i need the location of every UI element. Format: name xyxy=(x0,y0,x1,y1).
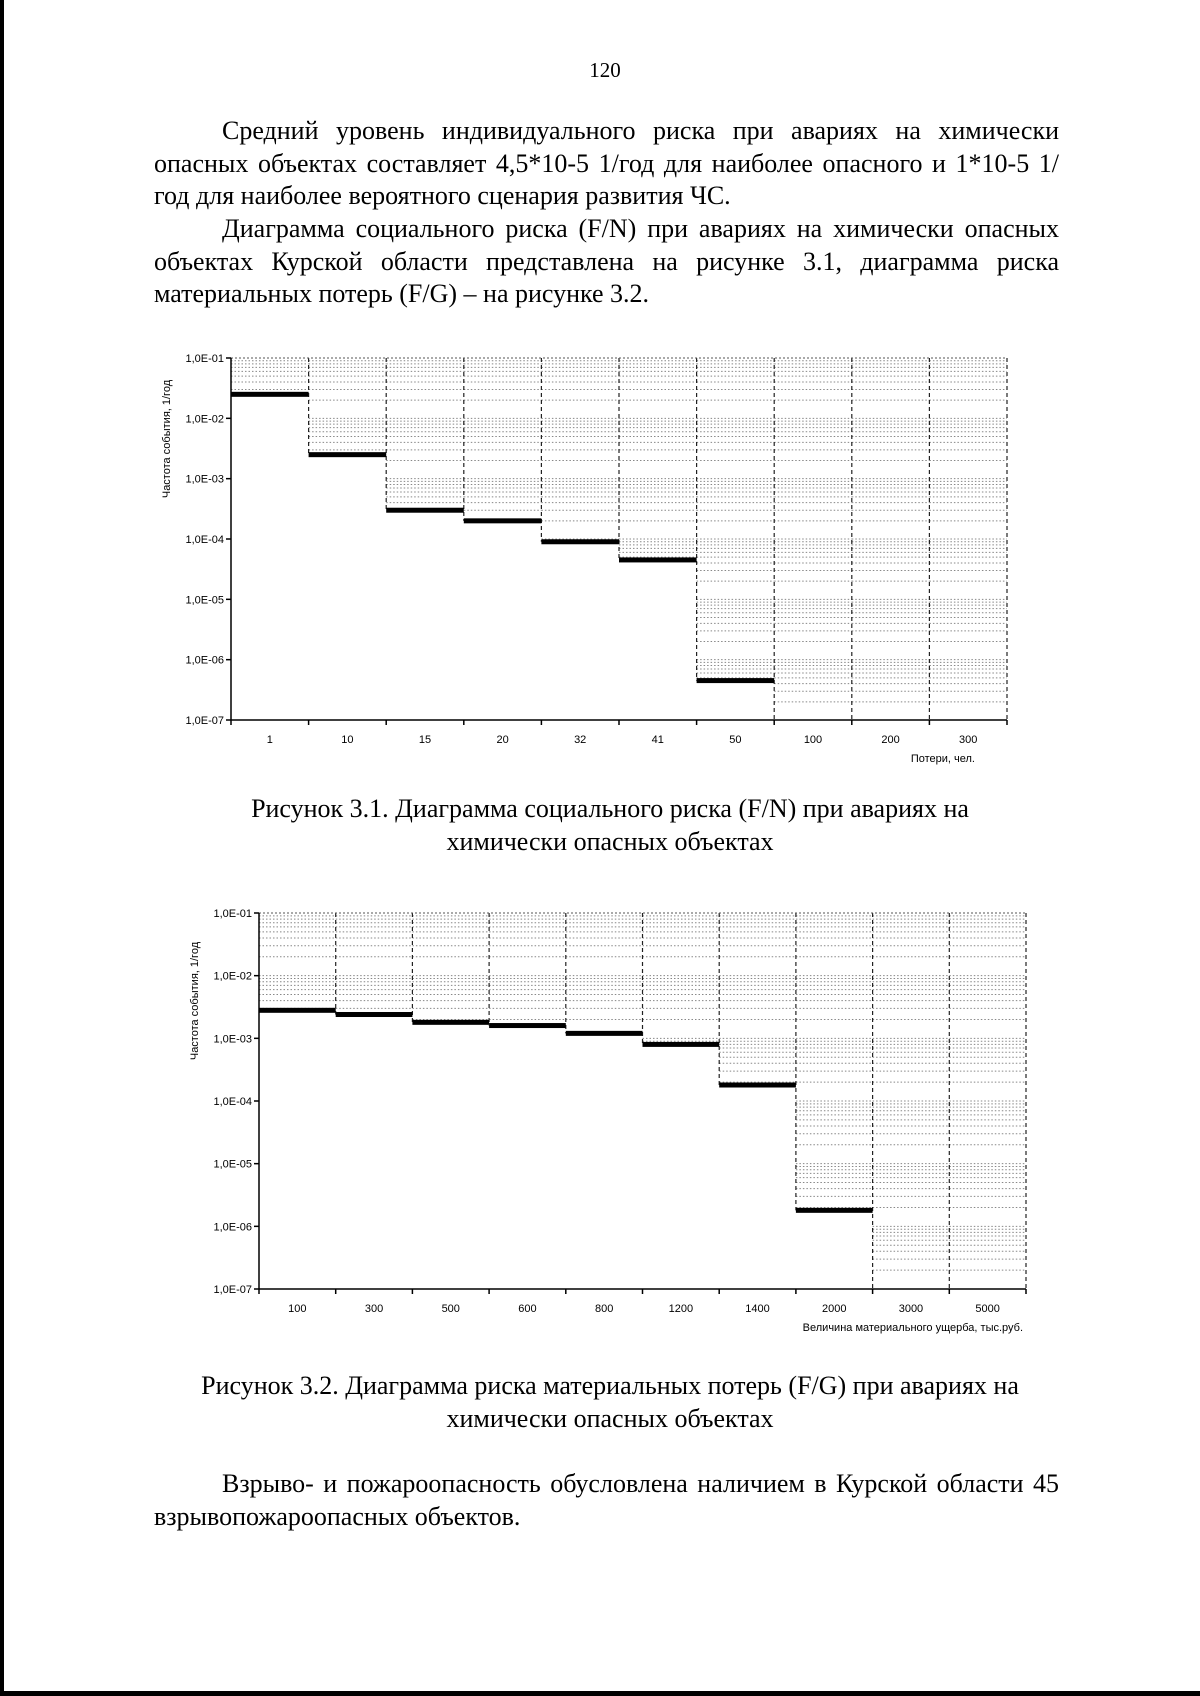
paragraph-explosion-hazard: Взрыво- и пожароопасность обусловлена наличием в Курской области 45 взрывопожароопасных объектов. xyxy=(154,1469,1059,1531)
x-tick-label: 5000 xyxy=(975,1303,1000,1315)
bar xyxy=(566,1031,643,1036)
y-tick-label: 1,0E-02 xyxy=(185,413,224,426)
x-tick-label: 1200 xyxy=(668,1303,694,1315)
x-axis-label: Величина материального ущерба, тыс.руб. xyxy=(802,1322,1023,1334)
x-tick-label: 300 xyxy=(959,734,978,746)
y-tick-label: 1,0E-02 xyxy=(213,970,252,983)
y-axis-label: Частота события, 1/год xyxy=(161,379,173,499)
caption-line: Рисунок 3.2. Диаграмма риска материальных потерь (F/G) при авариях на xyxy=(201,1371,1019,1400)
x-tick-label: 15 xyxy=(418,734,432,746)
x-tick-label: 50 xyxy=(729,734,742,746)
x-tick-label: 500 xyxy=(441,1303,460,1315)
bar xyxy=(412,1020,489,1025)
x-tick-label: 1 xyxy=(266,734,273,746)
x-tick-label: 41 xyxy=(651,734,664,746)
bar xyxy=(719,1083,796,1088)
y-tick-label: 1,0E-04 xyxy=(185,534,224,546)
x-tick-label: 20 xyxy=(496,734,509,746)
x-tick-label: 3000 xyxy=(898,1303,924,1315)
y-axis-label: Частота события, 1/год xyxy=(189,941,201,1061)
y-tick-label: 1,0E-03 xyxy=(185,473,224,486)
y-tick-label: 1,0E-06 xyxy=(185,654,224,667)
y-tick-label: 1,0E-04 xyxy=(213,1096,252,1108)
page-number: 120 xyxy=(589,58,621,82)
y-tick-label: 1,0E-06 xyxy=(213,1221,252,1234)
bar xyxy=(489,1023,566,1028)
y-tick-label: 1,0E-05 xyxy=(213,1158,252,1171)
y-tick-label: 1,0E-07 xyxy=(185,715,224,727)
x-tick-label: 10 xyxy=(341,734,354,746)
y-tick-label: 1,0E-07 xyxy=(213,1284,252,1296)
bar xyxy=(336,1012,413,1017)
x-tick-label: 100 xyxy=(288,1303,307,1315)
y-tick-label: 1,0E-05 xyxy=(185,594,224,607)
bar xyxy=(796,1208,873,1213)
x-tick-label: 32 xyxy=(574,734,587,746)
x-axis-label: Потери, чел. xyxy=(910,753,975,765)
bar xyxy=(643,1042,720,1047)
y-tick-label: 1,0E-01 xyxy=(185,353,224,365)
paragraph-individual-risk: Средний уровень индивидуального риска при авариях на химически опасных объектах составляет 4,5*10-5 1/год для наиболее опасного и 1*10-5 1/год для наиболее вероятного сценария развития ЧС. xyxy=(154,116,1059,210)
y-tick-label: 1,0E-01 xyxy=(213,908,252,920)
x-tick-label: 300 xyxy=(364,1303,384,1315)
caption-line: химически опасных объектах xyxy=(446,1403,774,1433)
x-tick-label: 1400 xyxy=(745,1303,770,1315)
x-tick-label: 2000 xyxy=(822,1303,847,1315)
figure-3-2-caption xyxy=(100,1370,1120,1435)
y-tick-label: 1,0E-03 xyxy=(213,1033,252,1046)
paragraph-diagram-intro: Диаграмма социального риска (F/N) при авариях на химически опасных объектах Курской области представлена на рисунке 3.1, диаграмма риска материальных потерь (F/G) – на рисунке 3.2. xyxy=(154,214,1059,308)
caption-line: химически опасных объектах xyxy=(446,826,774,856)
x-tick-label: 200 xyxy=(881,734,900,746)
bar xyxy=(259,1008,336,1013)
caption-line: Рисунок 3.1. Диаграмма социального риска (F/N) при авариях на xyxy=(251,794,969,823)
x-tick-label: 100 xyxy=(803,734,823,746)
x-tick-label: 600 xyxy=(518,1303,537,1315)
x-tick-label: 800 xyxy=(594,1303,614,1315)
